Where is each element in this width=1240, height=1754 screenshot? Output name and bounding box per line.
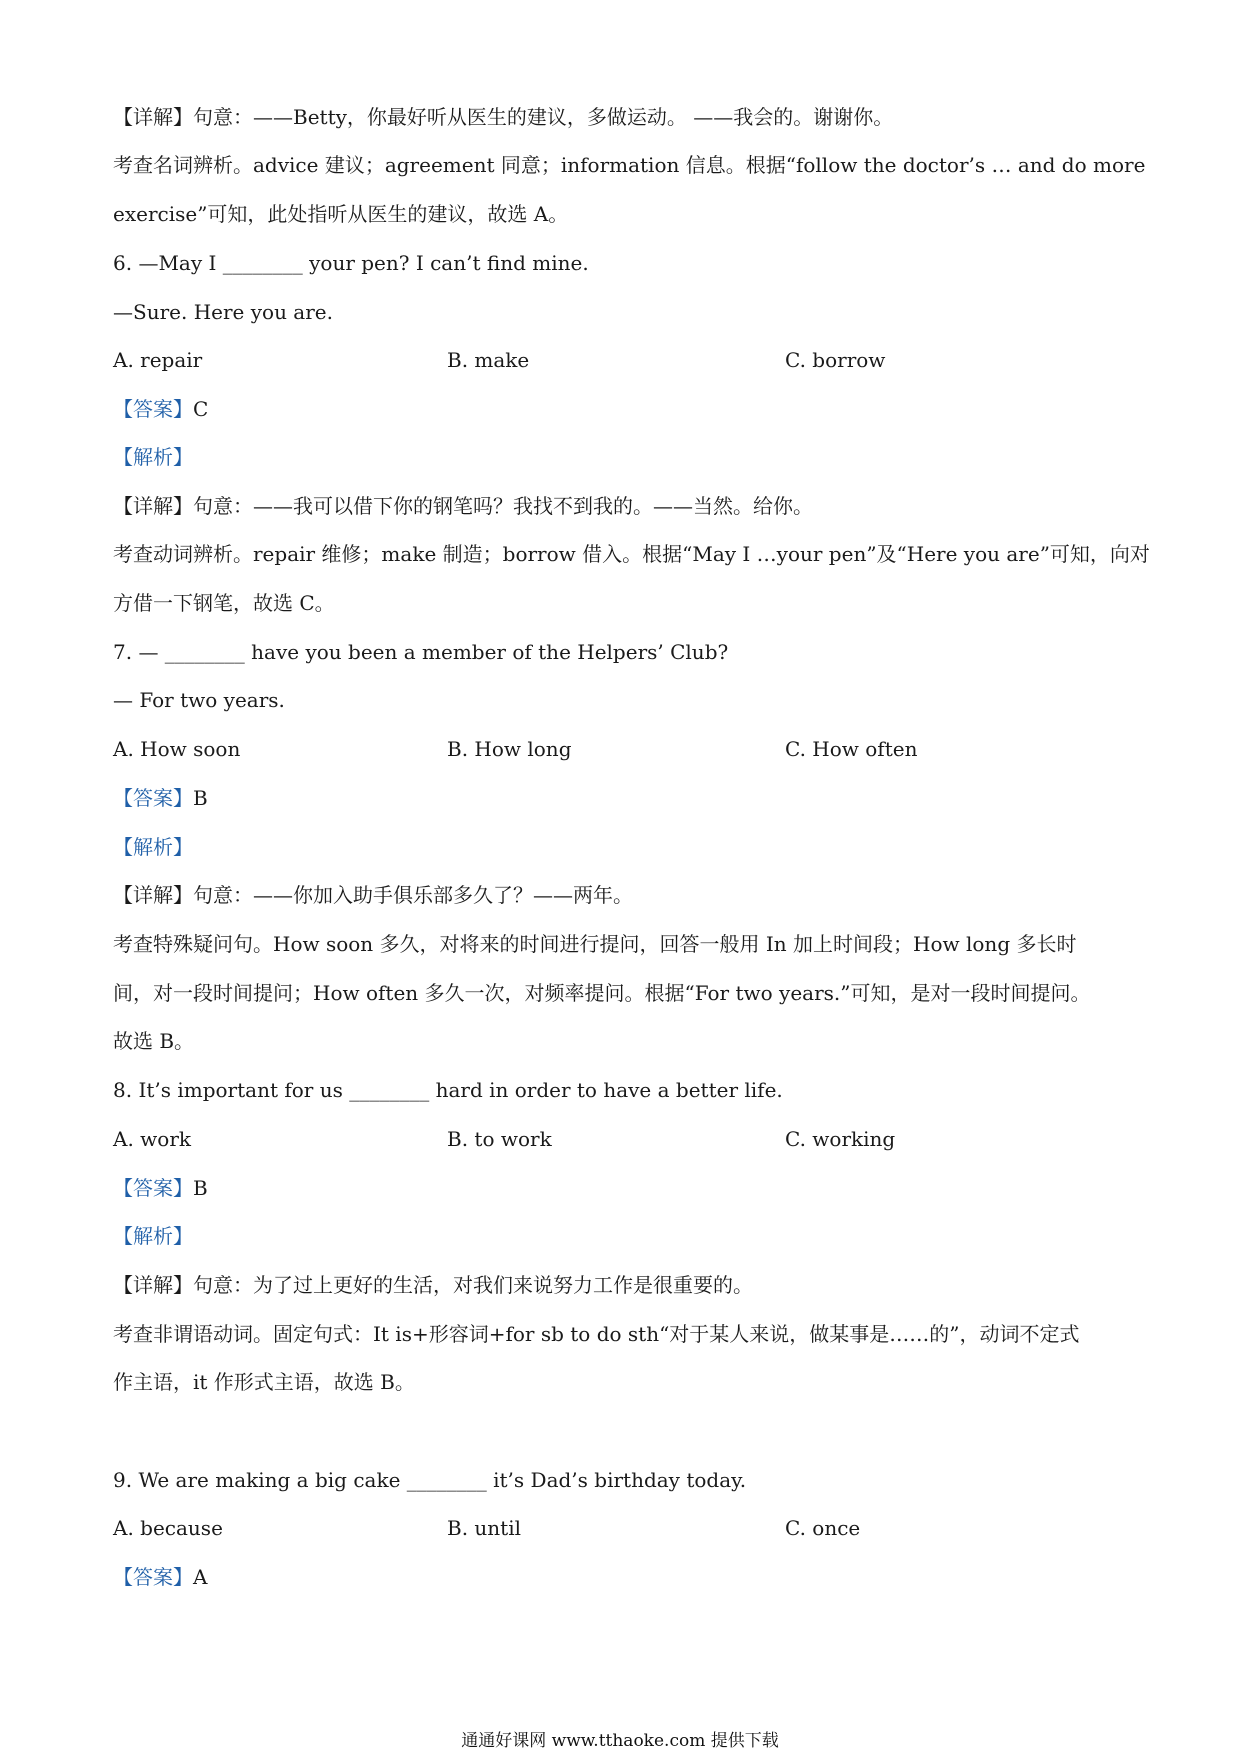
detail-line: 【详解】句意：——我可以借下你的钢笔吗？我找不到我的。——当然。给你。 (113, 494, 813, 518)
answer-label: 【答案】 (113, 1176, 193, 1200)
option-b: B. make (447, 348, 530, 372)
analysis-heading: 【解析】 (113, 1224, 193, 1248)
option-c: C. once (785, 1516, 861, 1540)
answer-line (113, 1563, 1133, 1591)
option-b: B. until (447, 1516, 522, 1540)
option-a: A. repair (113, 348, 203, 372)
page-footer: 通通好课网 www.tthaoke.com 提供下载 (461, 1731, 779, 1751)
question-8-stem: 8. It’s important for us ________ hard in order to have a better life. (113, 1078, 783, 1102)
option-a: A. How soon (113, 737, 241, 761)
question-7-reply: — For two years. (113, 688, 285, 712)
option-c: C. borrow (785, 348, 886, 372)
answer-line (113, 1174, 1133, 1202)
analysis-line: exercise”可知，此处指听从医生的建议，故选 A。 (113, 202, 569, 226)
detail-label: 【详解】 (113, 105, 193, 129)
question-6-reply: —Sure. Here you are. (113, 300, 333, 324)
option-b: B. How long (447, 737, 572, 761)
analysis-line: 故选 B。 (113, 1029, 195, 1053)
question-9-stem: 9. We are making a big cake ________ it’s Dad’s birthday today. (113, 1468, 747, 1492)
analysis-heading: 【解析】 (113, 445, 193, 469)
detail-line: 【详解】句意：为了过上更好的生活，对我们来说努力工作是很重要的。 (113, 1273, 753, 1297)
analysis-line: 方借一下钢笔，故选 C。 (113, 591, 335, 615)
answer-value: B (193, 1176, 208, 1200)
option-a: A. because (113, 1516, 223, 1540)
detail-label: 【详解】 (113, 1273, 193, 1297)
analysis-line: 考查非谓语动词。固定句式：It is+形容词+for sb to do sth“对于某人来说，做某事是……的”，动词不定式 (113, 1322, 1080, 1346)
detail-line: 【详解】句意：——Betty，你最好听从医生的建议，多做运动。 ——我会的。谢谢你。 (113, 105, 894, 129)
answer-label: 【答案】 (113, 786, 193, 810)
question-7-stem: 7. — ________ have you been a member of the Helpers’ Club? (113, 640, 729, 664)
analysis-line: 考查名词辨析。advice 建议；agreement 同意；information 信息。根据“follow the doctor’s … and do more (113, 153, 1146, 177)
answer-line (113, 784, 1133, 812)
analysis-line: 考查特殊疑问句。How soon 多久，对将来的时间进行提问，回答一般用 In 加上时间段；How long 多长时 (113, 932, 1077, 956)
option-b: B. to work (447, 1127, 552, 1151)
option-a: A. work (113, 1127, 191, 1151)
answer-line (113, 395, 1133, 423)
answer-value: B (193, 786, 208, 810)
answer-label: 【答案】 (113, 1565, 193, 1589)
analysis-line: 间，对一段时间提问；How often 多久一次，对频率提问。根据“For two years.”可知，是对一段时间提问。 (113, 981, 1091, 1005)
option-c: C. working (785, 1127, 896, 1151)
detail-label: 【详解】 (113, 883, 193, 907)
option-c: C. How often (785, 737, 918, 761)
analysis-line: 考查动词辨析。repair 维修；make 制造；borrow 借入。根据“May I …your pen”及“Here you are”可知，向对 (113, 542, 1150, 566)
detail-line: 【详解】句意：——你加入助手俱乐部多久了？——两年。 (113, 883, 633, 907)
answer-label: 【答案】 (113, 397, 193, 421)
analysis-line: 作主语，it 作形式主语，故选 B。 (113, 1370, 415, 1394)
answer-value: A (193, 1565, 208, 1589)
analysis-heading: 【解析】 (113, 835, 193, 859)
detail-label: 【详解】 (113, 494, 193, 518)
answer-value: C (193, 397, 209, 421)
question-6-stem: 6. —May I ________ your pen? I can’t find mine. (113, 251, 589, 275)
